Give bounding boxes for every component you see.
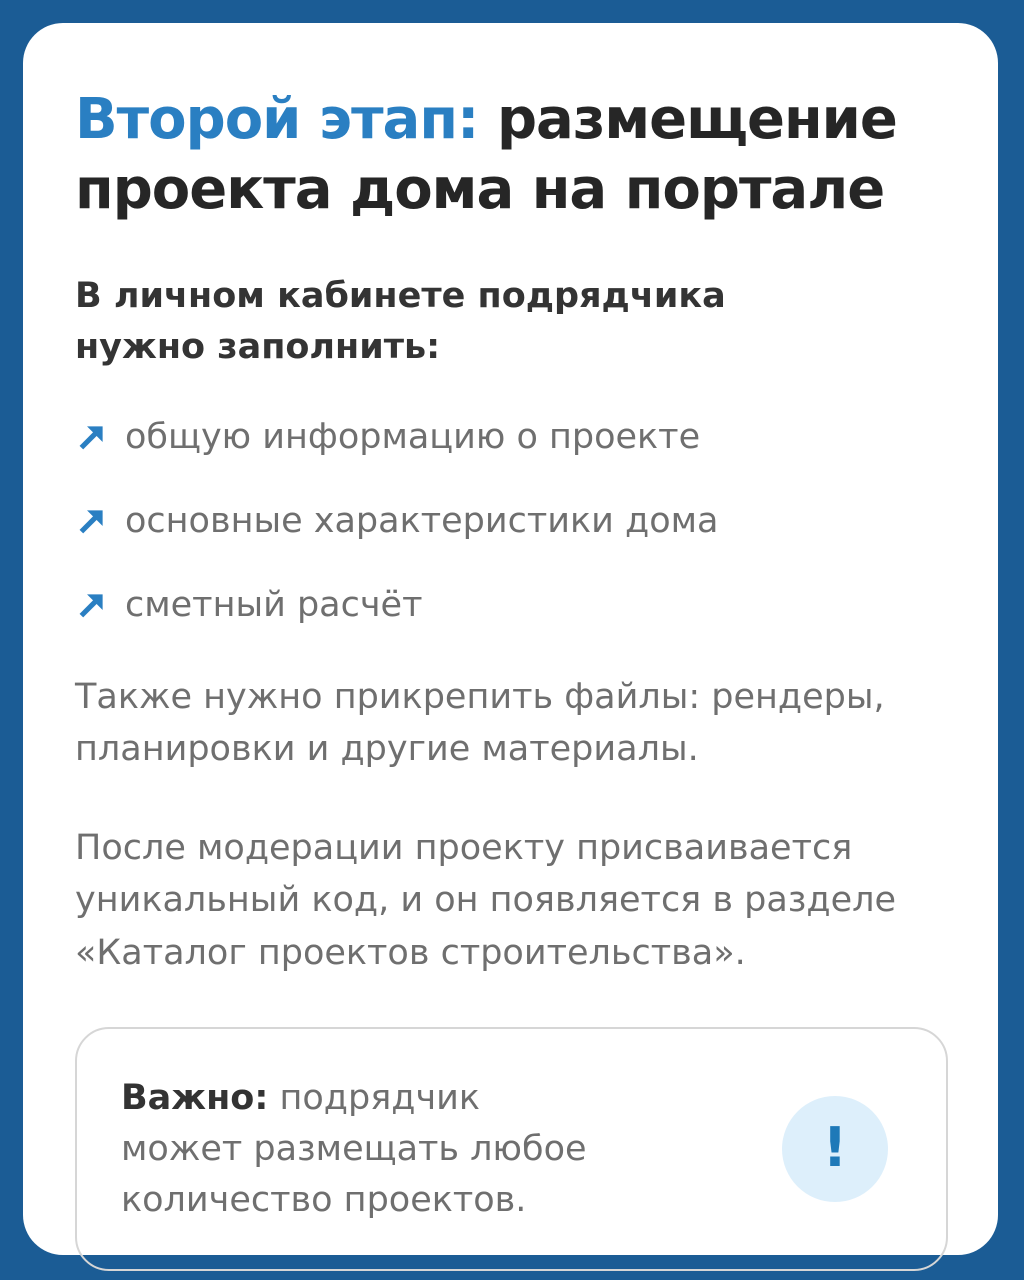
note-label: Важно: [121, 1078, 269, 1118]
arrow-ne-icon [75, 588, 109, 622]
note-text [121, 1073, 587, 1225]
note-line-1-rest: подрядчик [268, 1078, 481, 1118]
paragraph-moderation: После модерации проекту присваивается уникальный код, и он появляется в разделе «Каталог проектов строительства». [75, 827, 897, 973]
exclamation-glyph: ! [822, 1116, 848, 1180]
title-rest-line2: проекта дома на портале [75, 157, 885, 222]
title-rest-line1: размещение [496, 87, 897, 152]
arrow-ne-icon [75, 420, 109, 454]
note-box [75, 1027, 948, 1271]
list-item [75, 417, 948, 457]
list-item-label: общую информацию о проекте [125, 416, 701, 457]
note-line-2: может размещать любое [121, 1128, 587, 1169]
page-title [75, 85, 948, 225]
note-line-1 [121, 1073, 587, 1124]
paragraph-attachments: Также нужно прикрепить файлы: рендеры, планировки и другие материалы. [75, 676, 885, 769]
content-card [23, 23, 998, 1255]
checklist [75, 417, 948, 625]
subheading [75, 271, 948, 373]
list-item [75, 501, 948, 541]
note-line-3: количество проектов. [121, 1179, 527, 1220]
exclamation-icon [782, 1096, 888, 1202]
list-item-label: основные характеристики дома [125, 500, 719, 541]
list-item-label: сметный расчёт [125, 584, 423, 625]
title-accent: Второй этап: [75, 87, 479, 152]
subheading-line-1: В личном кабинете подрядчика [75, 276, 726, 316]
list-item [75, 585, 948, 625]
arrow-ne-icon [75, 504, 109, 538]
subheading-line-2: нужно заполнить: [75, 326, 441, 367]
